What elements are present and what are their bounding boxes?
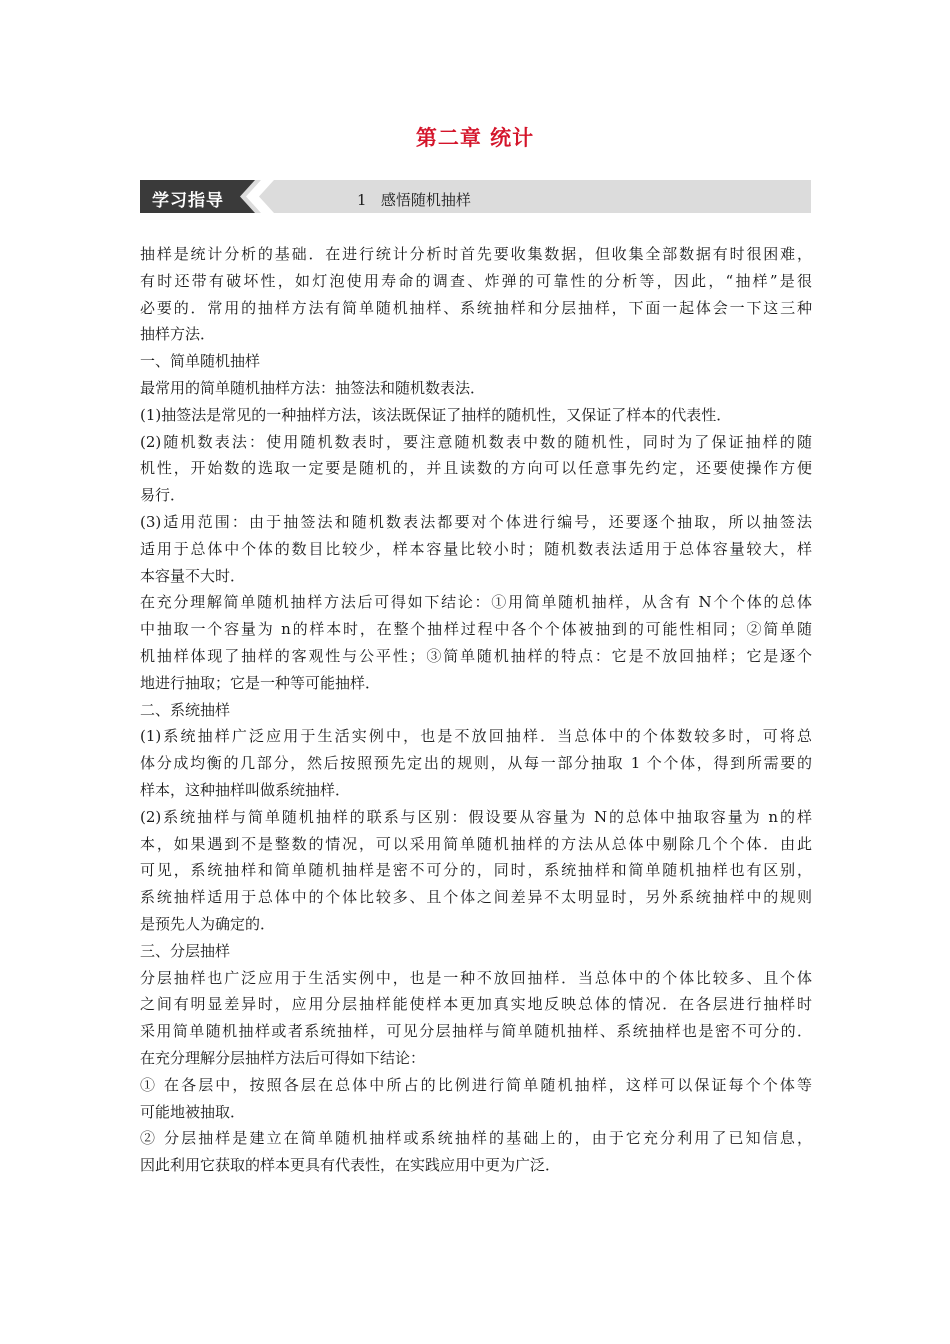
section-heading-stratified-sampling: 三、分层抽样 xyxy=(140,941,231,960)
text-line: (3)适用范围：由于抽签法和随机数表法都要对个体进行编号，还要逐个抽取，所以抽签法 xyxy=(140,512,812,531)
study-guide-tag xyxy=(140,180,274,213)
text-line: 本容量不大时． xyxy=(140,566,246,585)
text-line: 抽样方法． xyxy=(140,325,216,344)
text-line: 适用于总体中个体的数目比较少，样本容量比较小时；随机数表法适用于总体容量较大，样 xyxy=(140,539,812,558)
body-text xyxy=(140,241,812,1179)
text-line: ② 分层抽样是建立在简单随机抽样或系统抽样的基础上的，由于它充分利用了已知信息， xyxy=(140,1129,812,1148)
text-line: (2)随机数表法：使用随机数表时，要注意随机数表中数的随机性，同时为了保证抽样的随 xyxy=(140,432,812,451)
section-title: 1 感悟随机抽样 xyxy=(357,191,471,209)
text-line: 中抽取一个容量为 n的样本时，在整个抽样过程中各个个体被抽到的可能性相同；②简单随 xyxy=(140,620,812,639)
text-line: 可见，系统抽样和简单随机抽样是密不可分的，同时，系统抽样和简单随机抽样也有区别， xyxy=(140,861,812,880)
section-heading-systematic-sampling: 二、系统抽样 xyxy=(140,700,231,719)
text-line: 体分成均衡的几部分，然后按照预先定出的规则，从每一部分抽取 1 个个体，得到所需要的 xyxy=(140,754,812,773)
text-line: 机性，开始数的选取一定要是随机的，并且读数的方向可以任意事先约定，还要使操作方便 xyxy=(140,459,812,478)
text-line: 之间有明显差异时，应用分层抽样能使样本更加真实地反映总体的情况．在各层进行抽样时 xyxy=(140,995,812,1014)
text-line: 因此利用它获取的样本更具有代表性，在实践应用中更为广泛． xyxy=(140,1156,561,1175)
text-line: 易行． xyxy=(140,486,186,505)
text-line: (1)抽签法是常见的一种抽样方法，该法既保证了抽样的随机性，又保证了样本的代表性． xyxy=(140,405,732,424)
text-line: ① 在各层中，按照各层在总体中所占的比例进行简单随机抽样，这样可以保证每个个体等 xyxy=(140,1075,812,1094)
text-line: 在充分理解分层抽样方法后可得如下结论： xyxy=(140,1048,426,1067)
text-line: 必要的．常用的抽样方法有简单随机抽样、系统抽样和分层抽样，下面一起体会一下这三种 xyxy=(140,298,812,317)
text-line: (1)系统抽样广泛应用于生活实例中，也是不放回抽样．当总体中的个体数较多时，可将总 xyxy=(140,727,812,746)
text-line: 系统抽样适用于总体中的个体比较多、且个体之间差异不太明显时，另外系统抽样中的规则 xyxy=(140,888,812,907)
text-line: 是预先人为确定的． xyxy=(140,914,276,933)
text-line: 地进行抽取；它是一种等可能抽样． xyxy=(140,673,381,692)
text-line: 机抽样体现了抽样的客观性与公平性；③简单随机抽样的特点：它是不放回抽样；它是逐个 xyxy=(140,646,812,665)
study-guide-bar xyxy=(140,180,811,213)
chapter-title: 第二章 统计 xyxy=(415,126,535,150)
text-line: 在充分理解简单随机抽样方法后可得如下结论：①用简单随机抽样，从含有 N个个体的总体 xyxy=(140,593,812,612)
text-line: 本，如果遇到不是整数的情况，可以采用简单随机抽样的方法从总体中剔除几个个体．由此 xyxy=(140,834,812,853)
text-line: 抽样是统计分析的基础．在进行统计分析时首先要收集数据，但收集全部数据有时很困难， xyxy=(140,245,812,263)
text-line: 可能地被抽取． xyxy=(140,1102,246,1121)
text-line: 有时还带有破坏性，如灯泡使用寿命的调查、炸弹的可靠性的分析等，因此，“抽样”是很 xyxy=(140,271,812,290)
study-guide-label: 学习指导 xyxy=(152,191,224,211)
text-line: 采用简单随机抽样或者系统抽样，可见分层抽样与简单随机抽样、系统抽样也是密不可分的． xyxy=(140,1022,812,1041)
text-line: (2)系统抽样与简单随机抽样的联系与区别：假设要从容量为 N的总体中抽取容量为 n的样 xyxy=(140,807,812,826)
text-line: 分层抽样也广泛应用于生活实例中，也是一种不放回抽样．当总体中的个体比较多、且个体 xyxy=(140,968,812,987)
text-line: 样本，这种抽样叫做系统抽样． xyxy=(140,780,351,799)
text-line: 最常用的简单随机抽样方法：抽签法和随机数表法． xyxy=(140,378,486,397)
section-heading-simple-random-sampling: 一、简单随机抽样 xyxy=(140,352,261,371)
